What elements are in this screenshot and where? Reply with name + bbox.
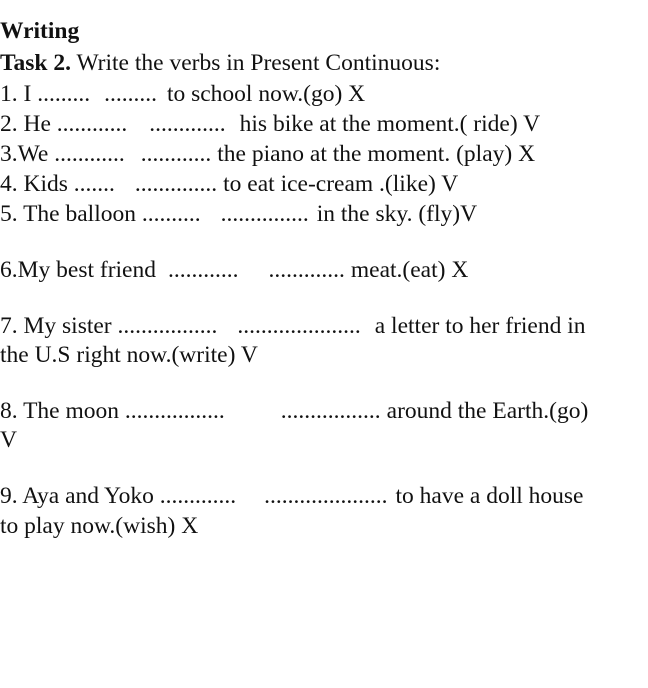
exercise-item-4 — [0, 170, 458, 198]
exercise-item-6 — [0, 256, 468, 284]
item-9-start: 9. Aya and Yoko ............. — [0, 483, 237, 509]
exercise-item-9-continuation: to play now.(wish) X — [0, 513, 199, 539]
exercise-item-3 — [0, 140, 535, 168]
exercise-item-1 — [0, 80, 365, 108]
item-7-rest: a letter to her friend in — [374, 313, 586, 339]
item-3-rest: the piano at the moment. (play) X — [217, 141, 536, 167]
task-instruction — [0, 49, 440, 77]
item-3-start: 3.We ............ — [0, 141, 125, 167]
item-2-blank: ............. — [149, 111, 226, 137]
item-8-blank: ................. — [280, 398, 381, 424]
item-4-start: 4. Kids ....... — [0, 171, 115, 197]
exercise-item-9 — [0, 482, 583, 510]
item-8-rest: around the Earth.(go) — [386, 398, 589, 424]
item-7-start: 7. My sister ................. — [0, 313, 218, 339]
item-1-blank: ......... — [104, 81, 157, 107]
item-6-blank-1: ............ — [168, 257, 239, 283]
item-7-blank: ..................... — [237, 313, 361, 339]
task-text: Write the verbs in Present Continuous: — [76, 50, 441, 76]
task-label: Task 2. — [0, 50, 71, 76]
item-4-blank: .............. — [134, 171, 218, 197]
item-6-blank-2: ............. — [268, 257, 345, 283]
item-2-rest: his bike at the moment.( ride) V — [239, 111, 541, 137]
item-9-rest: to have a doll house — [395, 483, 584, 509]
exercise-item-7-continuation: the U.S right now.(write) V — [0, 342, 258, 368]
item-5-blank: ............... — [220, 201, 309, 227]
exercise-item-5 — [0, 200, 477, 228]
item-6-start: 6.My best friend — [0, 257, 156, 283]
item-1-rest: to school now.(go) X — [166, 81, 366, 107]
exercise-item-8 — [0, 397, 588, 425]
item-9-blank: ..................... — [264, 483, 388, 509]
item-5-start: 5. The balloon .......... — [0, 201, 201, 227]
item-2-start: 2. He ............ — [0, 111, 128, 137]
item-1-start: 1. I ......... — [0, 81, 91, 107]
item-4-rest: to eat ice-cream .(like) V — [223, 171, 459, 197]
item-8-start: 8. The moon ................. — [0, 398, 225, 424]
exercise-item-7 — [0, 312, 586, 340]
item-5-rest: in the sky. (fly)V — [316, 201, 478, 227]
item-3-blank: ............ — [140, 141, 212, 167]
section-heading: Writing — [0, 18, 80, 44]
exercise-item-2 — [0, 110, 540, 138]
exercise-item-8-continuation: V — [0, 427, 17, 453]
item-6-rest: meat.(eat) X — [350, 257, 469, 283]
